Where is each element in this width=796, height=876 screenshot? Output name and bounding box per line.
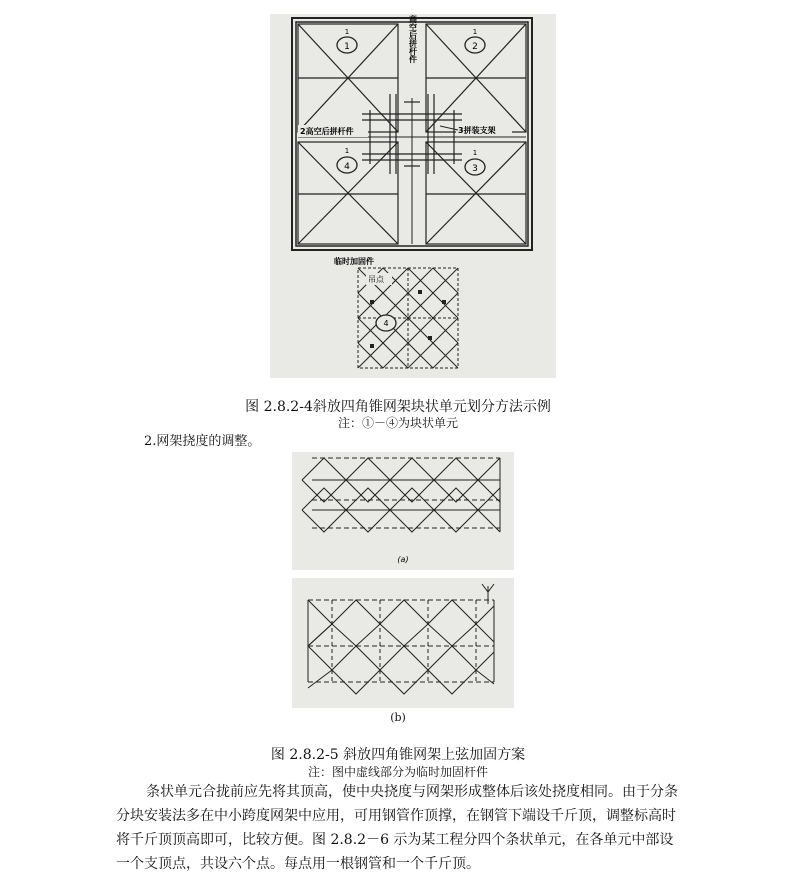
unit-4-label: 4 bbox=[344, 162, 350, 172]
unit-3-sup: 1 bbox=[472, 149, 478, 157]
unit-2-label: 2 bbox=[472, 42, 478, 52]
block-units-diagram bbox=[270, 14, 556, 378]
figure-b-label: (b) bbox=[390, 711, 406, 724]
figure1-note: 注：①－④为块状单元 bbox=[337, 416, 458, 430]
body-paragraph bbox=[116, 780, 686, 876]
unit-3-label: 3 bbox=[472, 164, 478, 174]
paragraph-line-4: 一个支顶点，共设六个点。每点用一根钢管和一个千斤顶。 bbox=[116, 856, 480, 872]
figure1-caption: 图 2.8.2-4斜放四角锥网架块状单元划分方法示例 bbox=[245, 399, 551, 415]
unit-4-sup: 1 bbox=[344, 147, 350, 155]
unit-1-sup: 1 bbox=[344, 28, 350, 36]
paragraph-line-3: 将千斤顶顶高即可，比较方便。图 2.8.2－6 示为某工程分四个条状单元，在各单元中部设 bbox=[116, 832, 674, 848]
lift-point-label: 吊点 bbox=[368, 275, 384, 284]
support-label: 3拼装支架 bbox=[458, 126, 496, 135]
horizontal-splice-label: 2高空后拼杆件 bbox=[300, 127, 354, 136]
figure-a-label: (a) bbox=[397, 555, 409, 564]
section-heading: 2.网架挠度的调整。 bbox=[144, 434, 261, 449]
paragraph-line-2: 分块安装法多在中小跨度网架中应用，可用钢管作顶撑，在钢管下端设千斤顶，调整标高时 bbox=[116, 808, 676, 824]
figure-b bbox=[292, 578, 514, 708]
figure-a bbox=[292, 452, 514, 570]
vertical-splice-label: 2高空后拼杆件 bbox=[408, 14, 418, 63]
unit-1-label: 1 bbox=[344, 42, 350, 52]
figure-a-diagram bbox=[292, 452, 514, 570]
temp-reinforce-label: 临时加固件 bbox=[334, 257, 374, 266]
paragraph-line-1: 条状单元合拢前应先将其顶高，使中央挠度与网架形成整体后该处挠度相同。由于分条 bbox=[146, 784, 678, 800]
figure2-caption: 图 2.8.2-5 斜放四角锥网架上弦加固方案 bbox=[270, 747, 526, 763]
figure2-note: 注：图中虚线部分为临时加固杆件 bbox=[307, 765, 488, 779]
figure-block-units bbox=[270, 14, 556, 378]
small-unit-label: 4 bbox=[383, 319, 389, 328]
unit-2-sup: 1 bbox=[472, 28, 478, 36]
figure-b-diagram bbox=[292, 578, 514, 708]
